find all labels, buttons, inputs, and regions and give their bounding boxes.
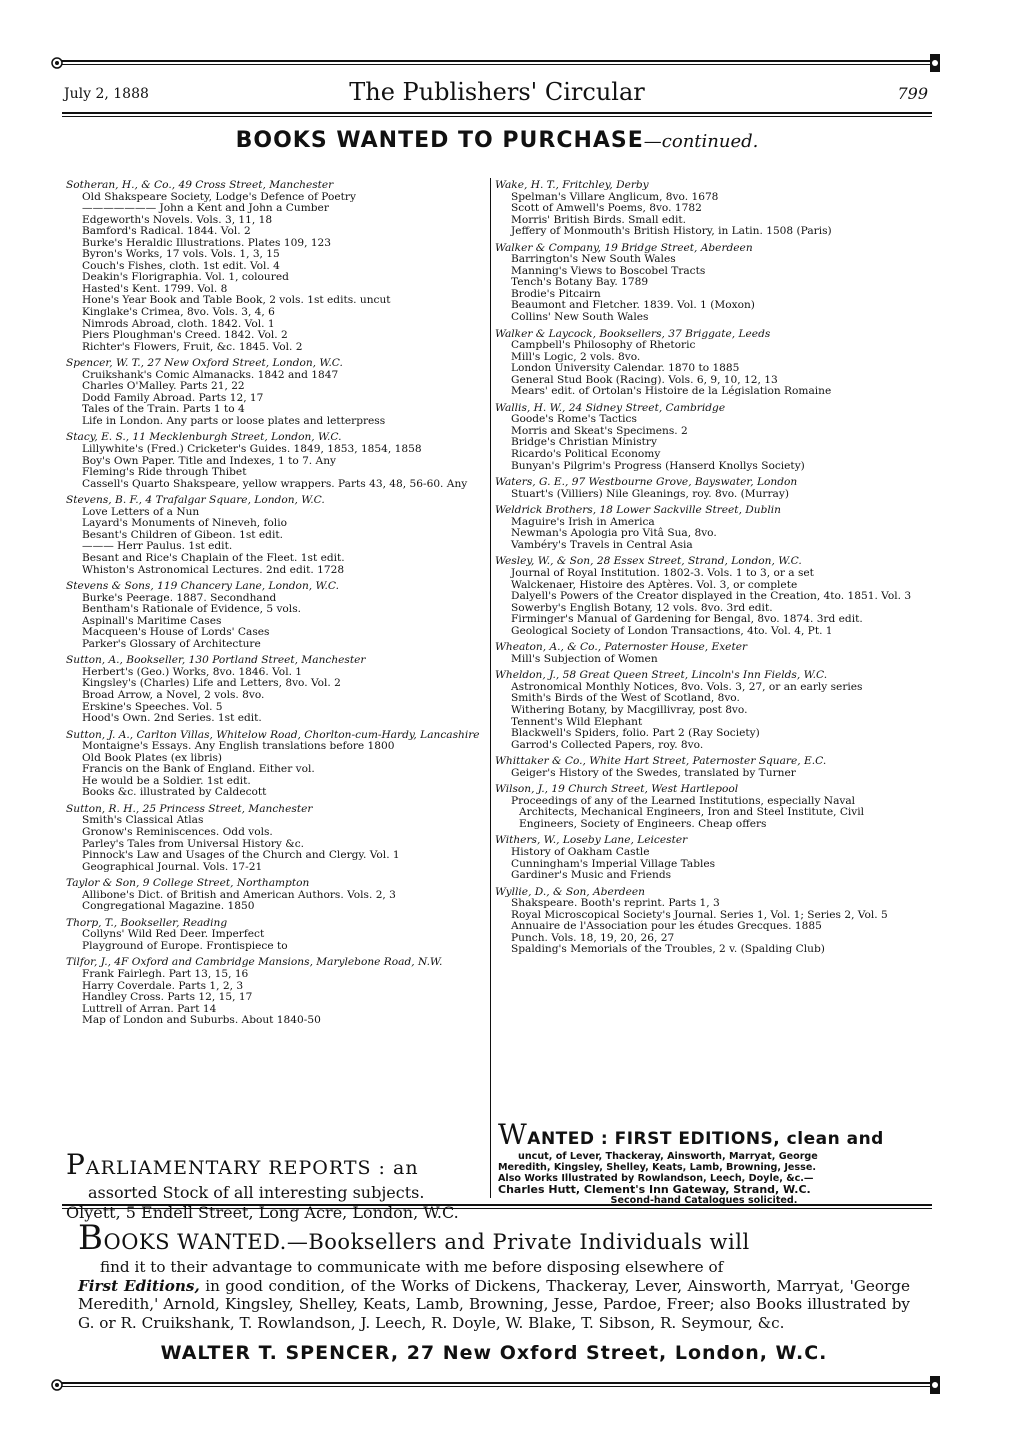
wanted-item: Bunyan's Pilgrim's Progress (Hanserd Knollys Society) <box>511 459 805 472</box>
wanted-item: Burke's Peerage. 1887. Secondhand <box>82 591 277 604</box>
wanted-item: Maguire's Irish in America <box>511 515 655 528</box>
wanted-item: Cassell's Quarto Shakspeare, yellow wrappers. Parts 43, 48, 56-60. Any <box>82 477 468 490</box>
dealer-entry <box>68 180 486 353</box>
page-header <box>62 78 932 108</box>
wanted-item: Books &c. illustrated by Caldecott <box>82 786 267 799</box>
dealer-name: Wilson, J., 19 Church Street, West Hartlepool <box>495 783 739 796</box>
dealer-name: Walker & Company, 19 Bridge Street, Aberdeen <box>495 241 753 254</box>
ornament-icon <box>50 1374 64 1396</box>
wanted-item: Francis on the Bank of England. Either vol. <box>82 763 315 776</box>
books-wanted-ad <box>78 1218 910 1364</box>
first-editions-footer: Second-hand Catalogues solicited. <box>610 1195 798 1206</box>
dealer-entry <box>68 358 486 427</box>
wanted-item: Burke's Heraldic Illustrations. Plates 109, 123 <box>82 236 332 249</box>
wanted-item: Cruikshank's Comic Almanacks. 1842 and 1847 <box>82 368 339 381</box>
wanted-item: Old Shakspeare Society, Lodge's Defence of Poetry <box>82 190 356 203</box>
wanted-item: General Stud Book (Racing). Vols. 6, 9, 10, 12, 13 <box>511 373 778 386</box>
dealer-name: Stacy, E. S., 11 Mecklenburgh Street, London, W.C. <box>66 431 342 444</box>
wanted-item: Jeffery of Monmouth's British History, in Latin. 1508 (Paris) <box>511 225 832 238</box>
ornament-icon <box>928 1374 942 1396</box>
wanted-item: Astronomical Monthly Notices, 8vo. Vols. 3, 27, or an early series <box>511 680 863 693</box>
dealer-name: Sotheran, H., & Co., 49 Cross Street, Manchester <box>66 179 334 191</box>
publication-title: The Publishers' Circular <box>349 78 645 106</box>
wanted-item: Mill's Subjection of Women <box>511 652 658 665</box>
wanted-item: Goode's Rome's Tactics <box>511 413 637 426</box>
dealer-name: Spencer, W. T., 27 New Oxford Street, London, W.C. <box>66 357 343 370</box>
wanted-item: Scott of Amwell's Poems, 8vo. 1782 <box>511 202 702 215</box>
wanted-item: Withering Botany, by Macgillivray, post 8vo. <box>511 703 748 716</box>
dealer-name: Withers, W., Loseby Lane, Leicester <box>495 834 688 847</box>
wanted-item: Ricardo's Political Economy <box>511 448 661 461</box>
wanted-item: Hone's Year Book and Table Book, 2 vols. 1st edits. uncut <box>82 294 391 307</box>
wanted-item: Dalyell's Powers of the Creator displayed in the Creation, 4to. 1851. Vol. 3 <box>511 590 912 603</box>
wanted-item: Tench's Botany Bay. 1789 <box>511 276 649 289</box>
wanted-item: London University Calendar. 1870 to 1885 <box>511 362 740 375</box>
header-rule <box>62 112 932 114</box>
wanted-item: Geiger's History of the Swedes, translated by Turner <box>511 766 796 779</box>
wanted-item: Annuaire de l'Association pour les études Grecques. 1885 <box>511 920 822 933</box>
wanted-item: Besant and Rice's Chaplain of the Fleet. 1st edit. <box>82 551 345 564</box>
wanted-item: Allibone's Dict. of British and American Authors. Vols. 2, 3 <box>82 888 396 901</box>
first-editions-address: Charles Hutt, Clement's Inn Gateway, Strand, W.C. <box>498 1183 811 1196</box>
wanted-item: Deakin's Florigraphia. Vol. 1, coloured <box>82 271 289 284</box>
dealer-entry <box>497 887 912 956</box>
wanted-item: Love Letters of a Nun <box>82 505 200 518</box>
wanted-item: Charles O'Malley. Parts 21, 22 <box>82 380 245 393</box>
wanted-item: Punch. Vols. 18, 19, 20, 26, 27 <box>511 931 675 944</box>
parliamentary-reports-ad <box>66 1148 486 1222</box>
bottom-border-rule-inner <box>62 1386 932 1387</box>
ads-divider-rule-inner <box>62 1208 932 1209</box>
wanted-item: Besant's Children of Gibeon. 1st edit. <box>82 528 283 541</box>
dealer-entry <box>497 642 912 665</box>
first-editions-line: Also Works Illustrated by Rowlandson, Leech, Doyle, &c.— <box>498 1173 814 1184</box>
wanted-item: Herbert's (Geo.) Works, 8vo. 1846. Vol. 1 <box>82 665 303 678</box>
books-wanted-body: in good condition, of the Works of Dickens, Thackeray, Lever, Ainsworth, Marryat, 'George Meredith,' Arnold, Kingsley, Shelley, Keats, Lamb, Browning, Jesse, Pardoe, Freer; also Books illustrated by G. or R. Cruikshank, T. Rowlandson, J. Leech, R. Doyle, W. Blake, T. Sibson, R. Seymour, &c. <box>78 1276 911 1332</box>
wanted-item: Journal of Royal Institution. 1802-3. Vols. 1 to 3, or a set <box>511 566 814 579</box>
wanted-item: Luttrell of Arran. Part 14 <box>82 1002 217 1015</box>
dealer-name: Wheldon, J., 58 Great Queen Street, Lincoln's Inn Fields, W.C. <box>495 669 828 682</box>
top-border-rule <box>62 60 932 62</box>
wanted-item: Blackwell's Spiders, folio. Part 2 (Ray Society) <box>511 727 760 740</box>
wanted-item: Collins' New South Wales <box>511 311 649 324</box>
dealer-name: Wesley, W., & Son, 28 Essex Street, Strand, London, W.C. <box>495 555 802 568</box>
wanted-item: Gardiner's Music and Friends <box>511 869 672 882</box>
wanted-item: Royal Microscopical Society's Journal. Series 1, Vol. 1; Series 2, Vol. 5 <box>511 908 888 921</box>
wanted-item: Kinglake's Crimea, 8vo. Vols. 3, 4, 6 <box>82 306 275 319</box>
dealer-name: Wyllie, D., & Son, Aberdeen <box>495 885 645 898</box>
wanted-item: Campbell's Philosophy of Rhetoric <box>511 339 696 352</box>
wanted-item: Spelman's Villare Anglicum, 8vo. 1678 <box>511 190 719 203</box>
dealer-entry <box>68 730 486 799</box>
dealer-entry <box>497 477 912 500</box>
wanted-item: Barrington's New South Wales <box>511 253 676 266</box>
dealer-entry <box>68 957 486 1026</box>
section-title <box>62 128 932 153</box>
wanted-item: Playground of Europe. Frontispiece to <box>82 939 288 952</box>
wanted-item: Macqueen's House of Lords' Cases <box>82 626 270 639</box>
wanted-item: Aspinall's Maritime Cases <box>82 614 222 627</box>
wanted-item: Layard's Monuments of Nineveh, folio <box>82 517 287 530</box>
dealer-entry <box>497 505 912 551</box>
dealer-name: Wallis, H. W., 24 Sidney Street, Cambridge <box>495 401 726 414</box>
dealer-name: Stevens & Sons, 119 Chancery Lane, London, W.C. <box>66 580 339 593</box>
dealer-name: Stevens, B. F., 4 Trafalgar Square, London, W.C. <box>66 494 325 507</box>
left-column <box>68 180 486 1032</box>
wanted-item: Kingsley's (Charles) Life and Letters, 8vo. Vol. 2 <box>82 677 341 690</box>
dealer-entry <box>497 180 912 238</box>
wanted-item: Whiston's Astronomical Lectures. 2nd edit. 1728 <box>82 563 345 576</box>
dealer-entry <box>497 784 912 830</box>
wanted-item: Gronow's Reminiscences. Odd vols. <box>82 825 273 838</box>
wanted-item: Geological Society of London Transactions, 4to. Vol. 4, Pt. 1 <box>511 624 833 637</box>
wanted-item: Beaumont and Fletcher. 1839. Vol. 1 (Moxon) <box>511 299 755 312</box>
dealer-name: Thorp, T., Bookseller, Reading <box>66 916 228 929</box>
wanted-item: ——— Herr Paulus. 1st edit. <box>82 540 233 553</box>
wanted-item: Byron's Works, 17 vols. Vols. 1, 3, 15 <box>82 248 280 261</box>
header-rule-inner <box>62 116 932 117</box>
wanted-item: Congregational Magazine. 1850 <box>82 900 255 913</box>
wanted-item: Piers Ploughman's Creed. 1842. Vol. 2 <box>82 329 288 342</box>
wanted-item: Frank Fairlegh. Part 13, 15, 16 <box>82 968 249 980</box>
wanted-item: Collyns' Wild Red Deer. Imperfect <box>82 928 265 941</box>
dealer-entry <box>68 655 486 724</box>
dealer-entry <box>68 432 486 490</box>
issue-date: July 2, 1888 <box>64 86 149 102</box>
wanted-item: Hasted's Kent. 1799. Vol. 8 <box>82 282 228 295</box>
dealer-name: Sutton, J. A., Carlton Villas, Whitelow Road, Chorlton-cum-Hardy, Lancashire <box>66 728 480 741</box>
wanted-item: Shakspeare. Booth's reprint. Parts 1, 3 <box>511 897 720 910</box>
wanted-item: Firminger's Manual of Gardening for Bengal, 8vo. 1874. 3rd edit. <box>511 613 863 626</box>
dealer-entry <box>497 756 912 779</box>
first-editions-line: uncut, of Lever, Thackeray, Ainsworth, Marryat, George <box>518 1151 818 1162</box>
wanted-item: Lillywhite's (Fred.) Cricketer's Guides. 1849, 1853, 1854, 1858 <box>82 443 422 456</box>
wanted-item: Mill's Logic, 2 vols. 8vo. <box>511 350 641 363</box>
books-wanted-body: find it to their advantage to communicate with me before disposing elsewhere of <box>100 1258 724 1276</box>
wanted-item: Cunningham's Imperial Village Tables <box>511 857 716 870</box>
parliamentary-initial: P <box>66 1148 86 1181</box>
parliamentary-line: assorted Stock of all interesting subjects. <box>88 1183 425 1202</box>
ornament-icon <box>50 52 64 74</box>
wanted-item: Stuart's (Villiers) Nile Gleanings, roy. 8vo. (Murray) <box>511 487 789 500</box>
dealer-name: Wake, H. T., Fritchley, Derby <box>495 179 649 191</box>
wanted-item: Tennent's Wild Elephant <box>511 715 643 728</box>
wanted-item: Dodd Family Abroad. Parts 12, 17 <box>82 391 264 404</box>
dealer-entry <box>68 804 486 873</box>
ads-divider-rule <box>62 1204 932 1206</box>
wanted-item: Tales of the Train. Parts 1 to 4 <box>82 403 245 416</box>
parliamentary-heading: ARLIAMENTARY REPORTS : an <box>85 1157 419 1179</box>
top-border-rule-inner <box>62 64 932 65</box>
wanted-item: Morris' British Birds. Small edit. <box>511 213 686 226</box>
wanted-item: Montaigne's Essays. Any English translations before 1800 <box>82 740 395 753</box>
wanted-item: Bamford's Radical. 1844. Vol. 2 <box>82 225 251 238</box>
wanted-item: He would be a Soldier. 1st edit. <box>82 774 251 787</box>
wanted-item: Bridge's Christian Ministry <box>511 436 657 449</box>
wanted-item: Morris and Skeat's Specimens. 2 <box>511 424 688 437</box>
wanted-item: Fleming's Ride through Thibet <box>82 466 247 479</box>
wanted-item: Vambéry's Travels in Central Asia <box>511 538 693 551</box>
dealer-entry <box>497 329 912 398</box>
dealer-name: Tilfor, J., 4F Oxford and Cambridge Mansions, Marylebone Road, N.W. <box>66 956 443 969</box>
dealer-entry <box>68 495 486 576</box>
wanted-item: Proceedings of any of the Learned Institutions, especially Naval Architects, Mechanical Engineers, Iron and Steel Institute, Civil Engineers, Society of Engineers. Cheap offers <box>511 794 865 830</box>
first-editions-initial: W <box>498 1118 528 1151</box>
wanted-item: Harry Coverdale. Parts 1, 2, 3 <box>82 979 244 992</box>
bottom-border-rule <box>62 1382 932 1384</box>
wanted-item: Nimrods Abroad, cloth. 1842. Vol. 1 <box>82 317 275 330</box>
right-column <box>497 180 912 961</box>
wanted-item: Pinnock's Law and Usages of the Church and Clergy. Vol. 1 <box>82 849 400 862</box>
column-divider <box>490 178 491 1198</box>
dealer-name: Taylor & Son, 9 College Street, Northampton <box>66 877 310 890</box>
ornament-icon <box>928 52 942 74</box>
wanted-item: Couch's Fishes, cloth. 1st edit. Vol. 4 <box>82 259 280 272</box>
wanted-item: Life in London. Any parts or loose plates and letterpress <box>82 414 386 427</box>
dealer-name: Weldrick Brothers, 18 Lower Sackville Street, Dublin <box>495 504 781 517</box>
wanted-item: Broad Arrow, a Novel, 2 vols. 8vo. <box>82 688 265 701</box>
wanted-item: Newman's Apologia pro Vitâ Sua, 8vo. <box>511 527 717 540</box>
wanted-item: Geographical Journal. Vols. 17-21 <box>82 860 263 873</box>
dealer-entry <box>497 556 912 637</box>
wanted-item: Richter's Flowers, Fruit, &c. 1845. Vol. 2 <box>82 340 303 353</box>
wanted-item: Hood's Own. 2nd Series. 1st edit. <box>82 712 262 725</box>
wanted-item: Walckenaer, Histoire des Aptères. Vol. 3, or complete <box>511 578 798 591</box>
wanted-item: Smith's Classical Atlas <box>82 814 204 827</box>
wanted-item: Parker's Glossary of Architecture <box>82 637 261 650</box>
wanted-item: Erskine's Speeches. Vol. 5 <box>82 700 223 713</box>
dealer-entry <box>497 835 912 881</box>
page-number: 799 <box>897 84 928 103</box>
wanted-item: Boy's Own Paper. Title and Indexes, 1 to 7. Any <box>82 454 337 467</box>
dealer-entry <box>68 918 486 953</box>
dealer-name: Sutton, A., Bookseller, 130 Portland Street, Manchester <box>66 654 366 667</box>
wanted-item: Sowerby's English Botany, 12 vols. 8vo. 3rd edit. <box>511 601 773 614</box>
wanted-item: Brodie's Pitcairn <box>511 287 601 300</box>
section-heading: BOOKS WANTED TO PURCHASE <box>235 128 644 153</box>
wanted-item: Smith's Birds of the West of Scotland, 8vo. <box>511 692 740 705</box>
dealer-name: Sutton, R. H., 25 Princess Street, Manchester <box>66 802 313 815</box>
books-wanted-address: WALTER T. SPENCER, 27 New Oxford Street, London, W.C. <box>160 1342 828 1364</box>
section-continued: —continued. <box>643 131 759 152</box>
dealer-entry <box>68 878 486 913</box>
wanted-item: Edgeworth's Novels. Vols. 3, 11, 18 <box>82 213 273 226</box>
dealer-entry <box>497 670 912 751</box>
wanted-item: Garrod's Collected Papers, roy. 8vo. <box>511 738 704 751</box>
wanted-item: Manning's Views to Boscobel Tracts <box>511 264 706 277</box>
parliamentary-address: Olyett, 5 Endell Street, Long Acre, London, W.C. <box>66 1203 459 1222</box>
dealer-entry <box>68 581 486 650</box>
wanted-item: Map of London and Suburbs. About 1840-50 <box>82 1014 321 1027</box>
wanted-item: ——————— John a Kent and John a Cumber <box>82 202 329 215</box>
dealer-name: Wheaton, A., & Co., Paternoster House, Exeter <box>495 641 748 654</box>
wanted-item: Mears' edit. of Ortolan's Histoire de la Législation Romaine <box>511 385 832 398</box>
books-wanted-heading: OOKS WANTED.—Booksellers and Private Individuals will <box>103 1230 750 1254</box>
wanted-item: Parley's Tales from Universal History &c. <box>82 837 304 850</box>
dealer-name: Waters, G. E., 97 Westbourne Grove, Bayswater, London <box>495 476 798 489</box>
books-wanted-initial: B <box>78 1218 104 1258</box>
wanted-item: Bentham's Rationale of Evidence, 5 vols. <box>82 603 302 616</box>
wanted-item: History of Oakham Castle <box>511 845 650 858</box>
dealer-name: Walker & Laycock, Booksellers, 37 Briggate, Leeds <box>495 327 771 340</box>
first-editions-heading: ANTED : FIRST EDITIONS, clean and <box>527 1129 884 1149</box>
wanted-item: Old Book Plates (ex libris) <box>82 751 223 764</box>
dealer-name: Whittaker & Co., White Hart Street, Paternoster Square, E.C. <box>495 755 827 768</box>
books-wanted-emphasis: First Editions, <box>78 1276 200 1295</box>
wanted-item: Spalding's Memorials of the Troubles, 2 v. (Spalding Club) <box>511 943 825 956</box>
dealer-entry <box>497 243 912 324</box>
first-editions-ad <box>498 1118 910 1206</box>
dealer-entry <box>497 403 912 472</box>
wanted-item: Handley Cross. Parts 12, 15, 17 <box>82 991 253 1004</box>
first-editions-line: Meredith, Kingsley, Shelley, Keats, Lamb, Browning, Jesse. <box>498 1162 816 1173</box>
